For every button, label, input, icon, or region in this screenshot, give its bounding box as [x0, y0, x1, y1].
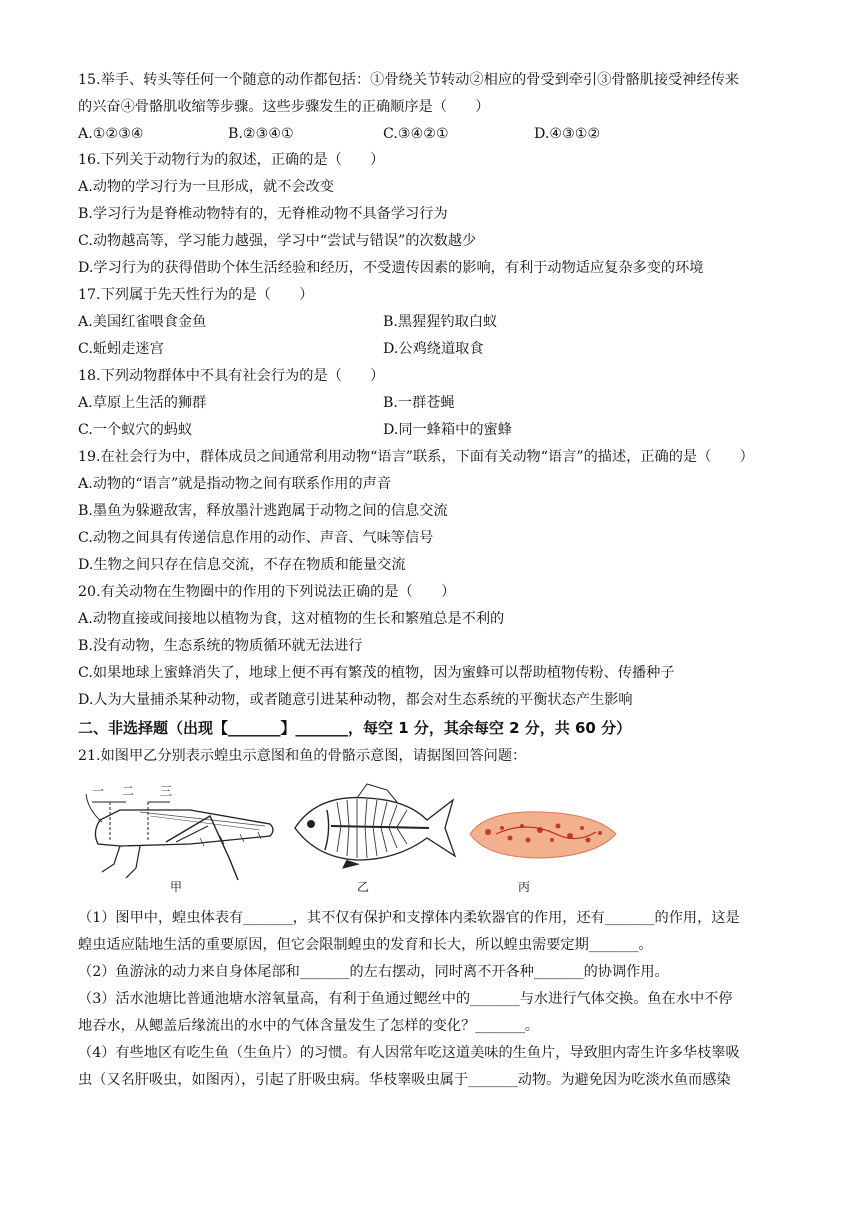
q15-stem-line2: 的兴奋④骨骼肌收缩等步骤。这些步骤发生的正确顺序是（ ） [78, 99, 490, 115]
q16-option-a: A.动物的学习行为一旦形成，就不会改变 [78, 179, 334, 195]
q17-option-a: A.美国红雀喂食金鱼 [78, 314, 207, 330]
q20-option-a: A.动物直接或间接地以植物为食，这对植物的生长和繁殖总是不利的 [78, 611, 505, 627]
q20-option-b: B.没有动物，生态系统的物质循环就无法进行 [78, 638, 363, 654]
q20-option-c: C.如果地球上蜜蜂消失了，地球上便不再有繁茂的植物，因为蜜蜂可以帮助植物传粉、传播种子 [78, 665, 675, 681]
q16-option-b: B.学习行为是脊椎动物特有的，无脊椎动物不具备学习行为 [78, 206, 448, 222]
q21-part4-line1: （4）有些地区有吃生鱼（生鱼片）的习惯。有人因常年吃这道美味的生鱼片，导致胆内寄生许多华枝睾吸 [78, 1045, 740, 1061]
q19-option-c: C.动物之间具有传递信息作用的动作、声音、气味等信号 [78, 530, 434, 546]
q21-part4-line2: 虫（又名肝吸虫，如图丙），引起了肝吸虫病。华枝睾吸虫属于_______动物。为避免因为吃淡水鱼而感染 [78, 1072, 731, 1088]
q21-part2: （2）鱼游泳的动力来自身体尾部和_______的左右摆动，同时离不开各种_______的协调作用。 [78, 964, 669, 980]
q19-option-a: A.动物的“语言”就是指动物之间有联系作用的声音 [78, 476, 392, 492]
q18-option-c: C.一个蚁穴的蚂蚁 [78, 422, 193, 438]
q17-option-b: B.黑猩猩钓取白蚁 [383, 314, 498, 330]
q16-option-d: D.学习行为的获得借助个体生活经验和经历，不受遗传因素的影响，有利于动物适应复杂多变的环境 [78, 260, 704, 276]
grasshopper-figure [80, 780, 280, 898]
q17-option-d: D.公鸡绕道取食 [383, 341, 484, 357]
section-heading: 二、非选择题（出现【_______】_______，每空 1 分，其余每空 2 分，共 60 分） [78, 719, 632, 737]
q20-option-d: D.人为大量捕杀某种动物，或者随意引进某种动物，都会对生态系统的平衡状态产生影响 [78, 692, 633, 708]
q18-option-d: D.同一蜂箱中的蜜蜂 [383, 422, 512, 438]
q21-part3-line1: （3）活水池塘比普通池塘水溶氧量高，有利于鱼通过鳃丝中的_______与水进行气体交换。鱼在水中不停 [78, 991, 733, 1007]
q18-option-a: A.草原上生活的狮群 [78, 395, 207, 411]
q20-stem: 20.有关动物在生物圈中的作用的下列说法正确的是（ ） [78, 584, 456, 600]
q18-stem: 18.下列动物群体中不具有社会行为的是（ ） [78, 368, 385, 384]
liver-fluke-figure [466, 800, 618, 898]
q21-part3-line2: 地吞水，从鳃盖后缘流出的水中的气体含量发生了怎样的变化？_______。 [78, 1018, 540, 1034]
liver-fluke-illustration [466, 800, 618, 870]
figure-caption-bing: 丙 [518, 880, 531, 894]
q21-stem: 21.如图甲乙分别表示蝗虫示意图和鱼的骨骼示意图，请据图回答问题： [78, 748, 527, 764]
q15-option-b: B.②③④① [228, 126, 294, 142]
q17-option-c: C.蚯蚓走迷宫 [78, 341, 164, 357]
grasshopper-label-abdomen: 三 [160, 784, 173, 798]
q15-option-d: D.④③①② [534, 126, 601, 142]
q15-option-a: A.①②③④ [78, 126, 144, 142]
q21-part1-line2: 蝗虫适应陆地生活的重要原因，但它会限制蝗虫的发育和长大，所以蝗虫需要定期_______。 [78, 937, 653, 953]
q18-option-b: B.一群苍蝇 [383, 395, 455, 411]
grasshopper-label-thorax: 二 [122, 784, 135, 798]
q16-option-c: C.动物越高等，学习能力越强，学习中“尝试与错误”的次数越少 [78, 233, 477, 249]
q19-option-d: D.生物之间只存在信息交流，不存在物质和能量交流 [78, 557, 406, 573]
q16-stem: 16.下列关于动物行为的叙述，正确的是（ ） [78, 152, 385, 168]
figure-caption-jia: 甲 [170, 880, 183, 894]
fish-skeleton-figure [287, 780, 457, 898]
q17-stem: 17.下列属于先天性行为的是（ ） [78, 287, 314, 303]
q21-part1-line1: （1）图甲中，蝗虫体表有_______，其不仅有保护和支撑体内柔软器官的作用，还有_______的作用，这是 [78, 910, 740, 926]
figure-caption-yi: 乙 [357, 880, 370, 894]
q19-option-b: B.墨鱼为躲避敌害，释放墨汁逃跑属于动物之间的信息交流 [78, 503, 448, 519]
fish-skeleton-illustration [287, 780, 457, 870]
q15-stem-line1: 15.举手、转头等任何一个随意的动作都包括：①骨绕关节转动②相应的骨受到牵引③骨骼肌接受神经传来 [78, 72, 740, 88]
grasshopper-label-head: 一 [92, 784, 105, 798]
q15-option-c: C.③④②① [383, 126, 449, 142]
q19-stem: 19.在社会行为中，群体成员之间通常利用动物“语言”联系，下面有关动物“语言”的描述，正确的是（ ） [78, 449, 754, 465]
